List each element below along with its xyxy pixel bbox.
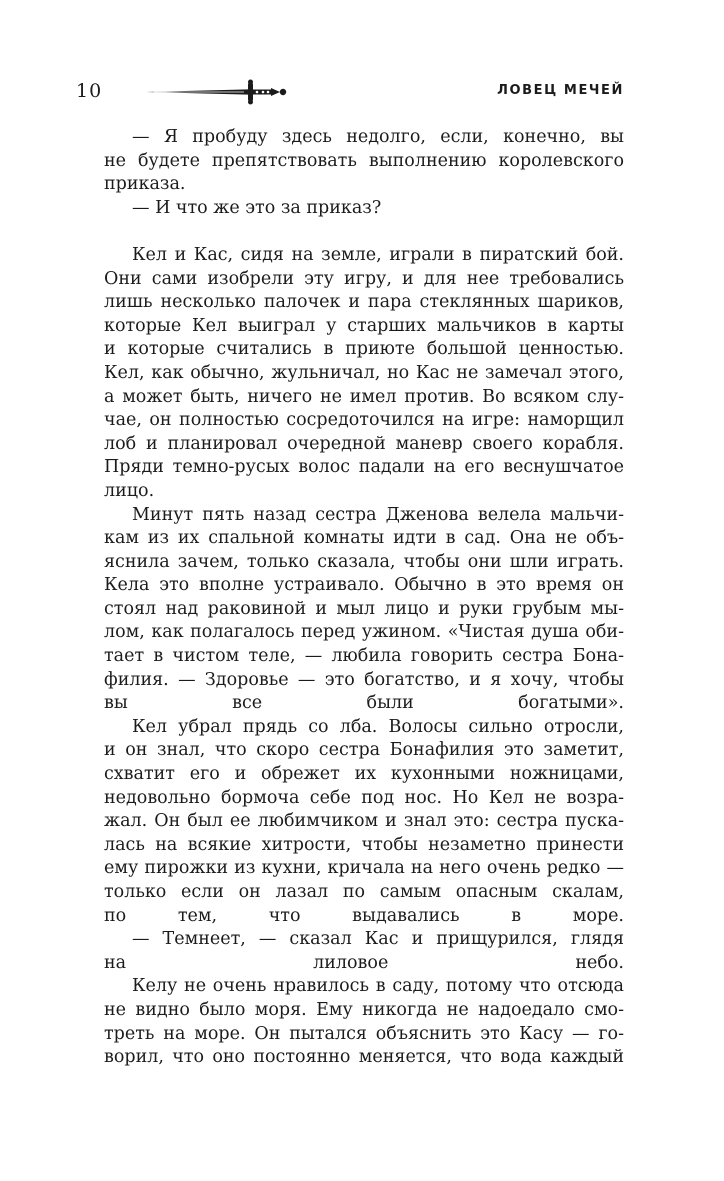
running-title: ЛОВЕЦ МЕЧЕЙ xyxy=(497,83,624,98)
page-text xyxy=(104,126,624,1070)
paragraph: Кел и Кас, сидя на земле, играли в пиратский бой. Они сами изобрели эту игру, и для нее требовались лишь несколько палочек и пара стеклянных шариков, которые Кел выиграл у старших мальчиков в карты и которые считались в приюте большой ценностью. Кел, как обычно, жульничал, но Кас не замечал этого, а может быть, ничего не имел против. Во всяком слу- чае, он полностью сосредоточился на игре: наморщил лоб и планировал очередной маневр своего корабля. Пряди темно-русых волос падали на его веснушчатое лицо. xyxy=(104,244,624,501)
dagger-ornament-icon xyxy=(144,78,314,106)
dialogue-line: — Темнеет, — сказал Кас и прищурился, глядя на лиловое небо. xyxy=(104,929,624,973)
paragraph: Минут пять назад сестра Дженова велела мальчи- кам из их спальной комнаты идти в сад. Она не объ- яснила зачем, только сказала, чтобы они шли играть. Кела это вполне устраивало. Обычно в это время он стоял над раковиной и мыл лицо и руки грубым мы- лом, как полагалось перед ужином. «Чистая душа оби- тает в чистом теле, — любила говорить сестра Бона- филия. — Здоровье — это богатство, и я хочу, чтобы вы все были богатыми». xyxy=(104,504,624,714)
page-header xyxy=(76,78,624,108)
paragraph: Кел убрал прядь со лба. Волосы сильно отросли, и он знал, что скоро сестра Бонафилия это заметит, схватит его и обрежет их кухонными ножницами, недовольно бормоча себе под нос. Но Кел не возра- жал. Он был ее любимчиком и знал это: сестра пуска- лась на всякие хитрости, чтобы незаметно принести ему пирожки из кухни, кричала на него очень редко — только если он лазал по самым опасным скалам, по тем, что выдавались в море. xyxy=(104,716,624,926)
paragraph: Келу не очень нравилось в саду, потому что отсюда не видно было моря. Ему никогда не надоедало смо- треть на море. Он пытался объяснить это Касу — го- ворил, что оно постоянно меняется, что вода каждый xyxy=(104,976,624,1068)
dialogue-line: — И что же это за приказ? xyxy=(132,197,382,218)
page-number: 10 xyxy=(76,80,103,102)
dialogue-line: — Я пробуду здесь недолго, если, конечно, вы не будете препятствовать выполнению королевского приказа. xyxy=(104,127,624,195)
section-break xyxy=(104,220,624,244)
